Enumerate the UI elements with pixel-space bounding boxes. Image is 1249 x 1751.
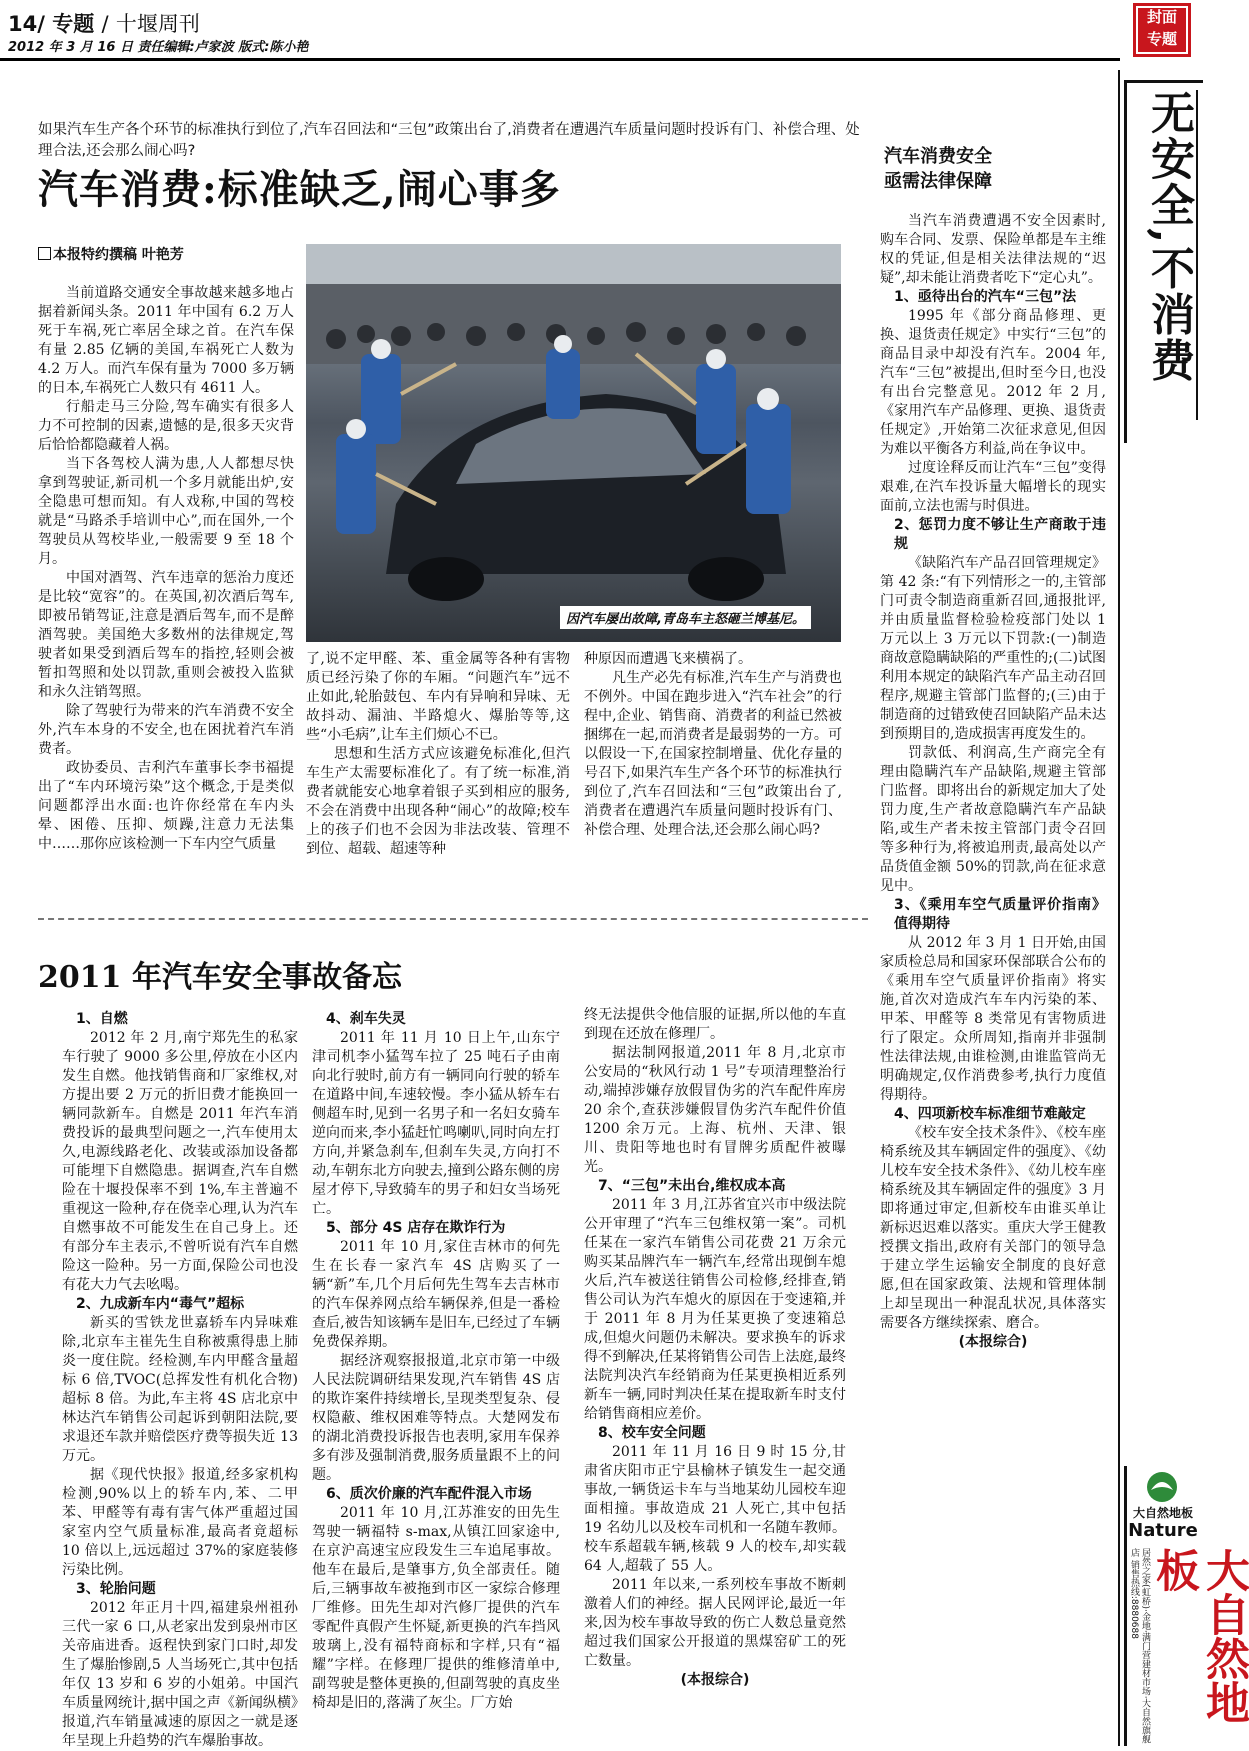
paragraph: 1995 年《部分商品修理、更换、退货责任规定》中实行“三包”的商品目录中却没有汽车。2004 年,汽车“三包”被提出,但时至今日,也没有出台完整意见。2012 年 2 月,《家用汽车产品修理、更换、退货责任规定》,开始第二次征求意见,但因为难以平衡各方利益,尚在争议中。	[880, 308, 1106, 457]
ad-brand-cn: 大自然地板	[1132, 1506, 1193, 1520]
memo-column-1	[62, 1010, 298, 1749]
paragraph: 除了驾驶行为带来的汽车消费不安全外,汽车本身的不安全,也在困扰着汽车消费者。	[38, 703, 294, 757]
subheading: 8、校车安全问题	[598, 1425, 706, 1441]
section-name: 专题	[52, 12, 95, 36]
paragraph: 凡生产必先有标准,汽车生产与消费也不例外。中国在跑步进入“汽车社会”的行程中,企业、销售商、消费者的利益已然被捆绑在一起,而消费者是最弱势的一方。可以假设一下,在国家控制增量、优化存量的号召下,如果汽车生产各个环节的标准执行到位了,汽车召回法和“三包”政策出台了,消费者在遭遇汽车质量问题时投诉有门、补偿合理、处理合法,还会那么闹心吗?	[584, 670, 842, 838]
subheading: 1、亟待出台的汽车“三包”法	[894, 289, 1077, 305]
paragraph: 终无法提供令他信服的证据,所以他的车直到现在还放在修理厂。	[584, 1007, 846, 1042]
cover-badge	[1134, 4, 1190, 56]
badge-line1: 封面	[1146, 8, 1177, 26]
paragraph: 2011 年以来,一系列校车事故不断刺激着人们的神经。据人民网评论,最近一年来,因为校车事故导致的伤亡人数总量竟然超过我们国家公开报道的黑煤窑矿工的死亡数量。	[584, 1577, 846, 1669]
article-column-3	[584, 650, 842, 894]
paragraph: 2011 年 3 月,江苏省宜兴市中级法院公开审理了“汽车三包维权第一案”。司机任某在一家汽车销售公司花费 21 万余元购买某品牌汽车一辆汽车,经常出现倒车熄火后,汽车被送往销售公司检修,经排查,销售公司认为汽车熄火的原因在于变速箱,并于 2011 年 8 月为任某更换了变速箱总成,但熄火问题仍未解决。要求换车的诉求得不到解决,任某将销售公司告上法庭,最终法院判决汽车经销商为任某更换相近系列新车一辆,同时判决任某在提取新车时支付给销售商相应差价。	[584, 1197, 846, 1422]
paragraph: 行船走马三分险,驾车确实有很多人力不可控制的因素,遗憾的是,很多天灾背后恰恰都隐藏着人祸。	[38, 399, 294, 453]
photo-illustration	[306, 244, 841, 642]
header-slash: /	[101, 12, 109, 36]
date-line: 2012 年 3 月 16 日 责任编辑:卢家波 版式:陈小艳	[8, 40, 309, 55]
paragraph: 中国对酒驾、汽车违章的惩治力度还是比较“宽容”的。在英国,初次酒后驾车,即被吊销驾证,注意是酒后驾车,而不是醉酒驾驶。美国绝大多数州的法律规定,驾驶者如果受到酒后驾车的指控,轻则会被暂扣驾照和处以罚款,重则会被投入监狱和永久注销驾照。	[38, 570, 294, 700]
paragraph: 新买的雪铁龙世嘉轿车内异味难除,北京车主崔先生自称被熏得患上肺炎一度住院。经检测,车内甲醛含量超标 6 倍,TVOC(总挥发性有机化合物)超标 8 倍。为此,车主将 4S 店北京中林达汽车销售公司起诉到朝阳法院,要求退还车款并赔偿医疗费等损失近 13 万元。	[62, 1315, 298, 1464]
paragraph: 《校车安全技术条件》、《校车座椅系统及其车辆固定件的强度》、《幼儿校车安全技术条件》、《幼儿校车座椅系统及其车辆固定件的强度》3 月即将通过审定,但新校车由谁买单让新标迟迟难以落实。重庆大学王健教授撰文指出,政府有关部门的领导急于建立学生运输安全制度的良好意愿,但在国家政策、法规和管理体制上却呈现出一种混乱状况,具体落实需要各方继续探索、磨合。	[880, 1125, 1106, 1331]
paragraph: 2012 年正月十四,福建泉州祖孙三代一家 6 口,从老家出发到泉州市区关帝庙进香。返程快到家门口时,却发生了爆胎惨剧,5 人当场死亡,其中包括年仅 13 岁和 6 岁的小姐弟。中国汽车质量网统计,据中国之声《新闻纵横》报道,汽车销量减速的原因之一就是逐年呈现上升趋势的汽车爆胎事故。	[62, 1600, 298, 1749]
paragraph: 罚款低、利润高,生产商完全有理由隐瞒汽车产品缺陷,规避主管部门监督。即将出台的新规定加大了处罚力度,生产者故意隐瞒汽车产品缺陷,或生产者未按主管部门责令召回等多种行为,将被追刑责,最高处以产品货值金额 50%的罚款,尚在征求意见中。	[880, 745, 1106, 894]
header-rule	[0, 58, 1120, 61]
paragraph: 种原因而遭遇飞来横祸了。	[584, 651, 752, 667]
source-note: (本报综合)	[958, 1334, 1028, 1350]
paragraph: 2011 年 10 月,江苏淮安的田先生驾驶一辆福特 s-max,从镇江回家途中,在京沪高速宝应段发生三车追尾事故。他车在最后,是肇事方,负全部责任。随后,三辆事故车被拖到市区一家综合修理厂维修。田先生却对汽修厂提供的汽车零配件真假产生怀疑,新更换的汽车挡风玻璃上,没有福特商标和字样,只有“福耀”字样。在修理厂提供的维修清单中,副驾驶是整体更换的,但副驾驶的真皮坐椅却是旧的,落满了灰尘。厂方始	[312, 1505, 560, 1711]
subheading: 1、自燃	[76, 1011, 128, 1027]
paragraph: 据经济观察报报道,北京市第一中级人民法院调研结果发现,汽车销售 4S 店的欺诈案件持续增长,呈现类型复杂、侵权隐蔽、维权困难等特点。大楚网发布的湖北消费投诉报告也表明,家用车保养多有涉及强制消费,服务质量跟不上的问题。	[312, 1353, 560, 1483]
badge-line2: 专题	[1146, 30, 1177, 48]
memo-title: 2011 年汽车安全事故备忘	[38, 960, 402, 995]
sidebar-title-line1: 汽车消费安全	[884, 146, 992, 167]
article-headline: 汽车消费:标准缺乏,闹心事多	[38, 166, 561, 213]
nature-logo-icon	[1127, 1470, 1197, 1504]
subheading: 3、《乘用车空气质量评价指南》值得期待	[894, 897, 1106, 932]
paper-name: 十堰周刊	[115, 12, 200, 36]
page-header	[8, 8, 200, 38]
subheading: 4、刹车失灵	[326, 1011, 406, 1027]
paragraph: 思想和生活方式应该避免标准化,但汽车生产太需要标准化了。有了统一标准,消费者就能安心地拿着银子买到相应的服务,不会在消费中出现各种“闹心”的故障;校车上的孩子们也不会因为非法改装、管理不到位、超载、超速等种	[306, 746, 570, 857]
subheading: 4、四项新校车标准细节难敲定	[894, 1106, 1086, 1122]
subheading: 3、轮胎问题	[76, 1581, 156, 1597]
byline-text: 本报特约撰稿 叶艳芳	[53, 247, 184, 263]
paragraph: 政协委员、吉利汽车董事长李书福提出了“车内环境污染”这个概念,于是类似问题都浮出水面:也许你经常在车内头晕、困倦、压抑、烦躁,注意力无法集中……那你应该检测一下车内空气质量	[38, 760, 294, 852]
paragraph: 2011 年 11 月 10 日上午,山东宁津司机李小猛驾车拉了 25 吨石子由南向北行驶时,前方有一辆同向行驶的轿车在道路中间,车速较慢。李小猛从轿车右侧超车时,见到一名男子和一名妇女骑车逆向而来,李小猛赶忙鸣喇叭,同时向左打方向,并紧急刹车,但刹车失灵,方向打不动,车朝东北方向驶去,撞到公路东侧的房屋才停下,导致骑车的男子和妇女当场死亡。	[312, 1030, 560, 1217]
paragraph: 当下各驾校人满为患,人人都想尽快拿到驾驶证,新司机一个多月就能出炉,安全隐患可想而知。有人戏称,中国的驾校就是“马路杀手培训中心”,而在国外,一个驾驶员从驾校毕业,一般需要 9 至 18 个月。	[38, 456, 294, 567]
memo-column-3	[584, 1006, 846, 1730]
news-photo	[306, 244, 841, 642]
ad-brand-en: Nature	[1128, 1520, 1198, 1541]
article-column-2	[306, 650, 570, 894]
subheading: 2、九成新车内“毒气”超标	[76, 1296, 245, 1312]
vertical-title: 无安全,不消费	[1140, 90, 1198, 420]
sidebar-column	[880, 212, 1106, 1728]
article-byline	[38, 244, 184, 264]
subheading: 2、惩罚力度不够让生产商敢于违规	[894, 517, 1106, 552]
article-column-1	[38, 284, 294, 894]
paragraph: 据法制网报道,2011 年 8 月,北京市公安局的“秋风行动 1 号”专项清理整治行动,端掉涉嫌存放假冒伪劣的汽车配件库房 20 余个,查获涉嫌假冒伪劣汽车配件价值 1200 余万元。上海、杭州、天津、银川、贵阳等地也时有冒牌劣质配件被曝光。	[584, 1045, 846, 1175]
sidebar-title	[884, 144, 1104, 194]
paragraph: 从 2012 年 3 月 1 日开始,由国家质检总局和国家环保部联合公布的《乘用车空气质量评价指南》将实施,首次对造成汽车车内污染的苯、甲苯、甲醛等 8 类常见有害物质进行了限定。众所周知,指南并非强制性法律法规,由谁检测,由谁监管尚无明确规定,仅作消费参考,执行力度值得期待。	[880, 935, 1106, 1103]
paragraph: 当汽车消费遭遇不安全因素时,购车合同、发票、保险单都是车主维权的凭证,但是相关法律法规的“迟疑”,却未能让消费者吃下“定心丸”。	[880, 213, 1106, 286]
subheading: 7、“三包”未出台,维权成本高	[598, 1178, 786, 1194]
photo-caption: 因汽车屡出故障,青岛车主怒砸兰博基尼。	[560, 606, 811, 629]
article-intro: 如果汽车生产各个环节的标准执行到位了,汽车召回法和“三包”政策出台了,消费者在遭遇汽车质量问题时投诉有门、补偿合理、处理合法,还会那么闹心吗?	[38, 122, 860, 159]
paragraph: 过度诠释反而让汽车“三包”变得艰难,在汽车投诉量大幅增长的现实面前,立法也需与时俱进。	[880, 460, 1106, 514]
sidebar-title-line2: 亟需法律保障	[884, 171, 992, 192]
paragraph: 《缺陷汽车产品召回管理规定》第 42 条:“有下列情形之一的,主管部门可责令制造商重新召回,通报批评,并由质量监督检验检疫部门处以 1 万元以上 3 万元以下罚款:(一)制造商故意隐瞒缺陷的严重性的;(二)试图利用本规定的缺陷汽车产品主动召回程序,规避主管部门监督的;(三)由于制造商的过错致使召回缺陷产品未达到预期目的,造成损害再度发生的。	[880, 555, 1106, 742]
paragraph: 2012 年 2 月,南宁郑先生的私家车行驶了 9000 多公里,停放在小区内发生自燃。他找销售商和厂家维权,对方提出要 2 万元的折旧费才能换回一辆同款新车。自燃是 2011 年汽车消费投诉的最典型问题之一,汽车使用太久,电源线路老化、改装或添加设备都可能埋下自燃隐患。据调查,汽车自燃险在十堰投保率不到 1%,车主普遍不重视这一险种,存在侥幸心理,认为汽车自燃事故不可能发生在自己身上。还有部分车主表示,不曾听说有汽车自燃险这一险种。另一方面,保险公司也没有花大力气去吆喝。	[62, 1030, 298, 1293]
memo-column-2	[312, 1010, 560, 1730]
page-number: 14/	[8, 12, 45, 36]
paragraph: 据《现代快报》报道,经多家机构检测,90%以上的轿车内,苯、二甲苯、甲醛等有毒有害气体严重超过国家室内空气质量标准,最高者竟超标 10 倍以上,远远超过 37%的家庭装修污染比例。	[62, 1467, 298, 1578]
source-note: (本报综合)	[680, 1672, 750, 1688]
section-divider	[38, 918, 868, 920]
subheading: 5、部分 4S 店存在欺诈行为	[326, 1220, 506, 1236]
paragraph: 了,说不定甲醛、苯、重金属等各种有害物质已经污染了你的车厢。“问题汽车”远不止如此,轮胎鼓包、车内有异响和异味、无故抖动、漏油、半路熄火、爆胎等等,这些“小毛病”,让车主们烦心不已。	[306, 651, 570, 743]
ad-address: 居然之家(虹桥)·金地·满门营建材市场·大自然旗舰店 销售热线:8880688	[1129, 1548, 1150, 1744]
subheading: 6、质次价廉的汽车配件混入市场	[326, 1486, 532, 1502]
paragraph: 2011 年 11 月 16 日 9 时 15 分,甘肃省庆阳市正宁县榆林子镇发生一起交通事故,一辆货运卡车与当地某幼儿园校车迎面相撞。事故造成 21 人死亡,其中包括 19 名幼儿以及校车司机和一名随车教师。校车系超载车辆,核载 9 人的校车,却实载 64 人,超载了 55 人。	[584, 1444, 846, 1574]
ad-big-text: 大自然地板	[1148, 1548, 1249, 1724]
paragraph: 当前道路交通安全事故越来越多地占据着新闻头条。2011 年中国有 6.2 万人死于车祸,死亡率居全球之首。在汽车保有量 2.85 亿辆的美国,车祸死亡人数为 4.2 万人。而汽车保有量为 7000 多万辆的日本,车祸死亡人数只有 4611 人。	[38, 285, 294, 396]
right-frame-rule	[1118, 70, 1120, 1746]
paragraph: 2011 年 10 月,家住吉林市的何先生在长春一家汽车 4S 店购买了一辆“新”车,几个月后何先生驾车去吉林市的汽车保养网点给车辆保养,但是一番检查后,被告知该辆车是旧车,已经过了车辆免费保养期。	[312, 1239, 560, 1350]
